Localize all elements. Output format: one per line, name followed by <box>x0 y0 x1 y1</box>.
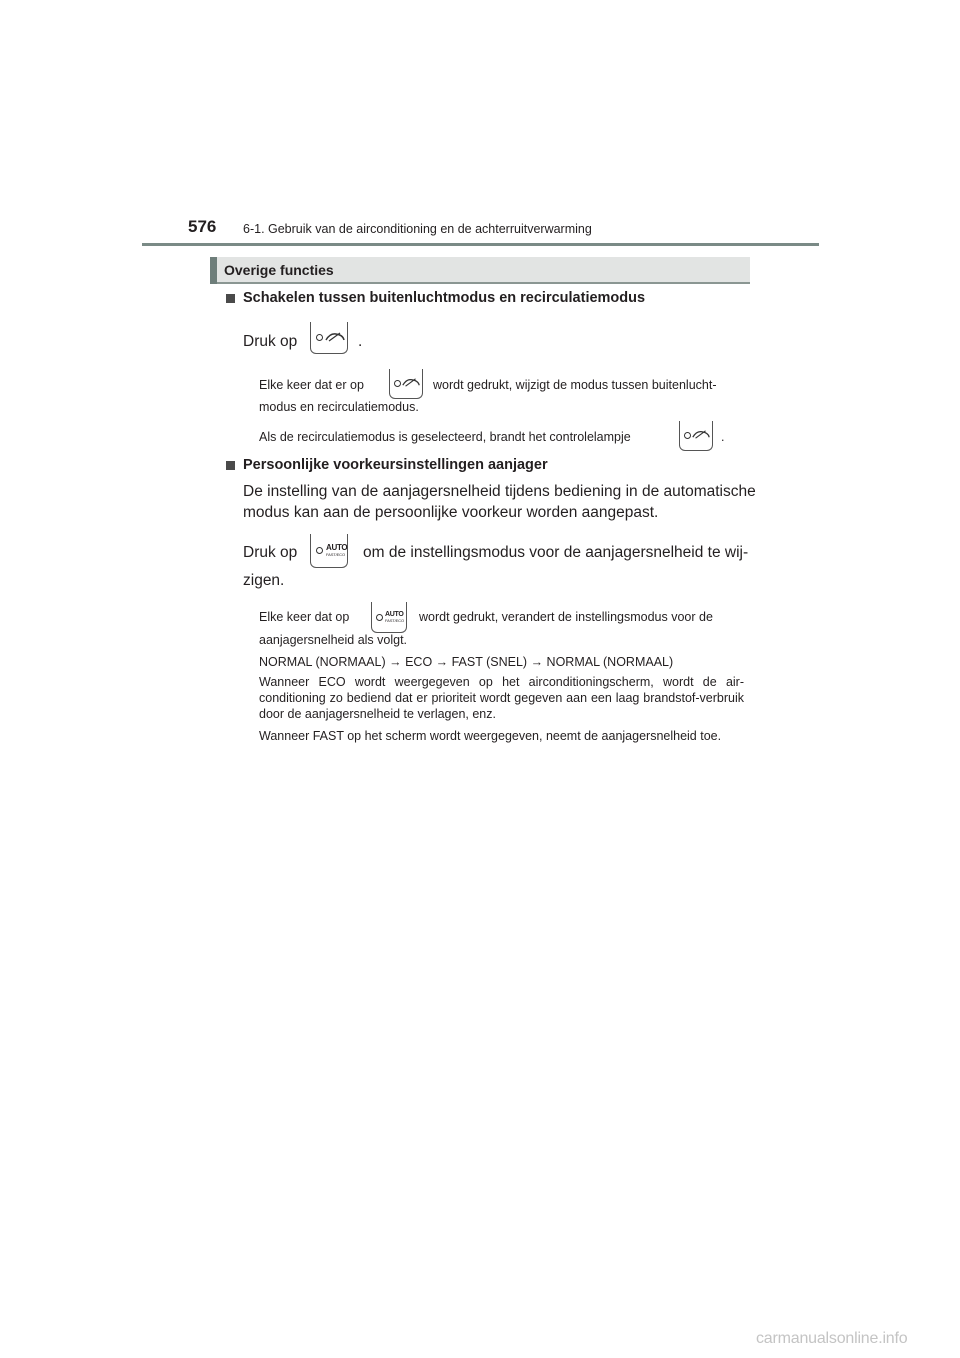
recirc-note1-suffix: wordt gedrukt, wijzigt de modus tussen buitenlucht- <box>433 378 717 392</box>
section-title: Overige functies <box>224 262 334 278</box>
fan-heading: Persoonlijke voorkeursinstellingen aanjager <box>243 457 548 473</box>
auto-button-sublabel: FAST/ECO <box>326 552 345 557</box>
auto-button-label: AUTO <box>326 543 348 552</box>
recirculation-button-icon <box>389 369 423 399</box>
recirc-heading: Schakelen tussen buitenluchtmodus en recirculatiemodus <box>243 290 646 306</box>
recirc-note1-line2: modus en recirculatiemodus. <box>259 400 419 414</box>
bullet-square <box>226 461 235 470</box>
section-bar <box>210 257 750 284</box>
header-rule <box>142 243 819 246</box>
fan-speed-sequence: NORMAL (NORMAAL) → ECO → FAST (SNEL) → NORMAL (NORMAAL) <box>259 655 674 669</box>
fan-press-prefix: Druk op <box>243 544 298 561</box>
fan-intro-line1: De instelling van de aanjagersnelheid tijdens bediening in de automatische <box>243 483 756 500</box>
indicator-lamp-icon <box>679 421 713 451</box>
recirc-press-prefix: Druk op <box>243 333 298 350</box>
eco-note: Wanneer ECO wordt weergegeven op het airconditioningscherm, wordt de air-conditioning zo bediend dat er prioriteit wordt gegeven aan een laag brandstof-verbruik door de aanjagersnelheid te verlagen, enz. <box>259 675 744 721</box>
bullet-square <box>226 294 235 303</box>
recirc-press-suffix: . <box>358 333 363 350</box>
auto-fan-button-icon <box>310 534 348 568</box>
recirc-note2-suffix: . <box>721 430 725 444</box>
auto-fan-button-icon <box>371 602 407 633</box>
auto-button-label: AUTO <box>385 611 404 618</box>
fan-intro-line2: modus kan aan de persoonlijke voorkeur worden aangepast. <box>243 504 659 521</box>
watermark: carmanualsonline.info <box>756 1330 908 1347</box>
recirculation-button-icon <box>310 322 348 354</box>
recirc-note1-prefix: Elke keer dat er op <box>259 378 364 392</box>
fan-note1-suffix: wordt gedrukt, verandert de instellingsmodus voor de <box>419 610 713 624</box>
page-number: 576 <box>188 217 217 236</box>
auto-button-sublabel: FAST/ECO <box>385 618 404 623</box>
fan-note1-prefix: Elke keer dat op <box>259 610 350 624</box>
fan-note1-line2: aanjagersnelheid als volgt. <box>259 633 408 647</box>
recirc-note2-prefix: Als de recirculatiemodus is geselecteerd, brandt het controlelampje <box>259 430 631 444</box>
section-accent <box>210 257 217 284</box>
fan-press-suffix: om de instellingsmodus voor de aanjagersnelheid te wij- <box>363 544 749 561</box>
running-header: 6-1. Gebruik van de airconditioning en de achterruitverwarming <box>243 222 592 236</box>
fan-press-line2: zigen. <box>243 572 285 589</box>
fast-note: Wanneer FAST op het scherm wordt weergegeven, neemt de aanjagersnelheid toe. <box>259 729 722 743</box>
